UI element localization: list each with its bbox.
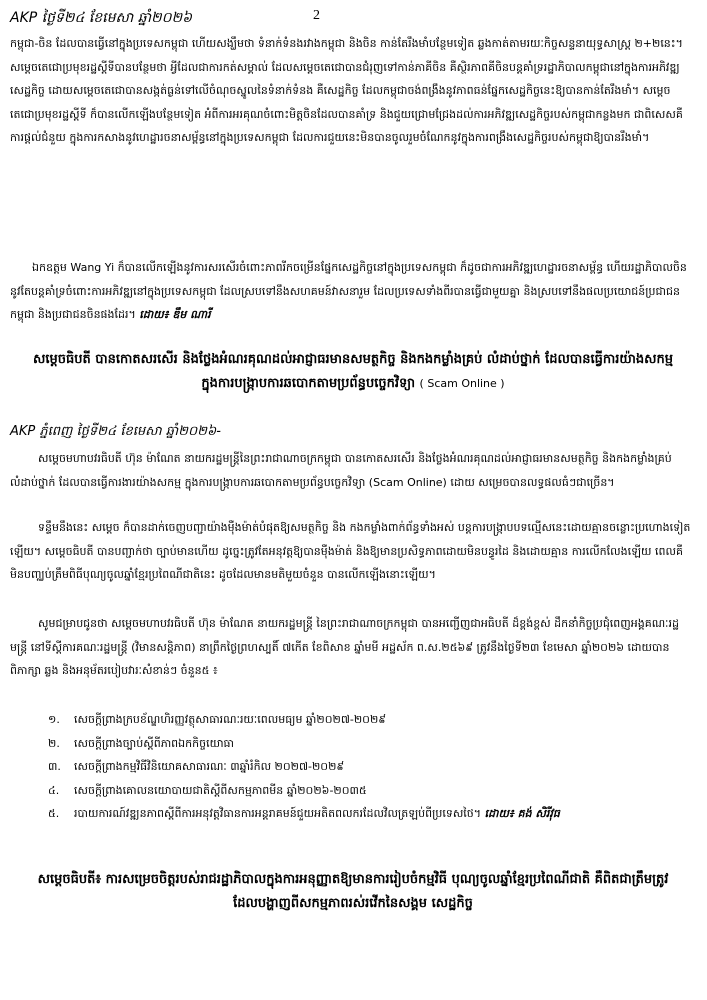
page-number: 2 (313, 8, 320, 23)
article3-title: សម្តេចធិបតី៖ ការសម្រេចចិត្តរបស់រាជរដ្ឋាភិបាលក្នុងការអនុញ្ញាតឱ្យមានការរៀបចំកម្មវិធី បុណ្យចូលឆ្នាំខ្មែរប្រពៃណីជាតិ គឺពិតជាត្រឹមត្រូវ ដែលបង្ហាញពីសកម្មភាពរស់រវើកនៃសង្គម សេដ្ឋកិច្ច (37, 872, 669, 911)
agenda-item-text: សេចក្តីព្រាងគោលនយោបាយជាតិស្តីពីសកម្មភាពមីន ឆ្នាំ២០២៦-២០៣៥ (74, 783, 367, 797)
header-dateline: AKP ថ្ងៃទី២៤ ខែមេសា ឆ្នាំ២០២៦ (10, 10, 193, 26)
article1-paragraph2-text: ឯកឧត្តម Wang Yi ក៏បានលើកឡើងនូវការសរសើរចំពោះភាពរីកចម្រើនផ្នែកសេដ្ឋកិច្ចនៅក្នុងប្រទេសកម្ពុជា ក៏ដូចជាការអភិវឌ្ឍហេដ្ឋារចនាសម្ព័ន្ធ ហើយរដ្ឋាភិបាលចិន នូវតែបន្តគាំទ្រចំពោះការអភិវឌ្ឍនៅក្នុងប្រទេសកម្ពុជា ដែលស្របទៅនឹងសហគមន៍វាសនារួម ដែលប្រទេសទាំងពីរបានធ្វើជាមួយគ្នា និងស្របទៅនឹងផលប្រយោជន៍ប្រជាជនកម្ពុជា និងប្រជាជនចិនផងដែរ។ (10, 261, 687, 322)
agenda-item-number: ២. (48, 736, 60, 750)
article2-dateline: AKP ភ្នំពេញ ថ្ងៃទី២៤ ខែមេសា ឆ្នាំ២០២៦- (10, 424, 221, 439)
article1-paragraph1: កម្ពុជា-ចិន ដែលបានធ្វើនៅក្នុងប្រទេសកម្ពុជា ហើយសង្ឃឹមថា ទំនាក់ទំនងរវាងកម្ពុជា និងចិន កាន់តែរឹងមាំបន្ថែមទៀត ឆ្លងកាត់តាមរយៈកិច្ចសន្ទនាយុទ្ធសាស្ត្រ ២+២នេះ។ សម្តេចតេជោប្រមុខរដ្ឋស្តីទីបានបន្ថែមថា អ្វីដែលជាការកត់សម្គាល់ ដែលសម្តេចតេជោបានជំរុញទៅកាន់ភាគីចិន គឺស្ថិរភាពគីចិនបន្តគាំទ្ររដ្ឋាភិបាលកម្ពុជានៅក្នុងការអភិវឌ្ឍសេដ្ឋកិច្ច ដោយសម្តេចតេជោបានសង្កត់ធ្ងន់ទៅលើចំណុចស្នូលនៃទំនាក់ទំនង គឺសេដ្ឋកិច្ច ដែលកម្ពុជាចង់ពង្រឹងនូវភាពធន់ផ្នែកសេដ្ឋកិច្ចនេះឱ្យបានកាន់តែរឹងមាំ។ សម្តេចតេជោប្រមុខរដ្ឋស្តីទី ក៏បានលើកឡើងបន្ថែមទៀត អំពីការអរគុណចំពោះមិត្តចិនដែលបានគាំទ្រ និងជួយជ្រោមជ្រែងដល់ការអភិវឌ្ឍសេដ្ឋកិច្ចរបស់កម្ពុជាកន្លងមក ជាពិសេសគឺការផ្តល់ជំនួយ ក្នុងការកសាងនូវហេដ្ឋារចនាសម្ព័ន្ធនៅក្នុងប្រទេសកម្ពុជា ដែលការជួយនេះមិនបានចូលរួមចំណែកនូវក្នុងការពង្រឹងសេដ្ឋកិច្ចរបស់កម្ពុជាឱ្យបានរឹងមាំ។ (10, 37, 683, 145)
agenda-item-text: សេចក្តីព្រាងក្របខ័ណ្ឌហិរញ្ញវត្ថុសាធារណៈរយៈពេលមធ្យម ឆ្នាំ២០២៧-២០២៩ (74, 713, 387, 726)
agenda-item-text: សេចក្តីព្រាងកម្មវិធីវិនិយោគសាធារណៈ ៣ឆ្នាំរំកិល ២០២៧-២០២៩ (74, 760, 345, 774)
article2-byline: ដោយ៖ គង់ សិរីវុធ (484, 807, 560, 821)
agenda-list (48, 708, 688, 849)
page-header (10, 8, 700, 34)
agenda-item-number: ១. (48, 713, 60, 726)
agenda-item (48, 708, 688, 732)
article2-paragraph3: សូមជម្រាបជូនថា សម្តេចមហាបវរធិបតី ហ៊ុន ម៉ាណែត នាយករដ្ឋមន្ត្រី នៃព្រះរាជាណាចក្រកម្ពុជា បានអញ្ជើញជាអធិបតី ដ៏ខ្ពង់ខ្ពស់ ដឹកនាំកិច្ចប្រជុំពេញអង្គគណៈរដ្ឋមន្ត្រី នៅទីស្តីការគណៈរដ្ឋមន្ត្រី (វិមានសន្តិភាព) នាព្រឹកថ្ងៃព្រហស្បតិ៍ ៧កើត ខែពិសាខ ឆ្នាំមមី អដ្ឋស័ក ព.ស.២៥៦៩ ត្រូវនឹងថ្ងៃទី២៣ ខែមេសា ឆ្នាំ២០២៦ ដោយបានពិភាក្សា ឆ្លង និងអនុម័តរបៀបវារៈសំខាន់ៗ ចំនួន៥ ៖ (10, 617, 679, 678)
agenda-item-number: ៤. (48, 783, 60, 797)
agenda-item-text: របាយការណ៍វឌ្ឍនភាពស្តីពីការអនុវត្តវិធានការអន្តរាគមន៍ជួយអតិតពលករដែលវិលត្រឡប់ពីប្រទេសថៃ។ (74, 807, 482, 821)
agenda-item (48, 732, 688, 756)
agenda-item (48, 755, 688, 779)
agenda-item-text: សេចក្តីព្រាងច្បាប់ស្តីពីភាពឯកកិច្ចយោធា (74, 736, 235, 750)
agenda-item-number: ៣. (48, 760, 61, 774)
agenda-item-number: ៥. (48, 807, 60, 821)
article2-title-text: សម្តេចធិបតី បានកោតសរសើរ និងថ្លែងអំណរគុណដល់អាជ្ញាធរមានសមត្ថកិច្ច និងកងកម្លាំងគ្រប់ លំដាប់ថ្នាក់ ដែលបានធ្វើការយ៉ាងសកម្ម ក្នុងការបង្ក្រាបការឆបោកតាមប្រព័ន្ធបច្ចេកវិទ្យា (32, 352, 673, 391)
agenda-item (48, 779, 688, 803)
article2-title-latin: ( Scam Online ) (419, 377, 505, 390)
article1-byline: ដោយ៖ ឌឹម ណារី (139, 308, 211, 322)
article2-paragraph1: សម្តេចមហាបវរធិបតី ហ៊ុន ម៉ាណែត នាយករដ្ឋមន្ត្រីនៃព្រះរាជាណាចក្រកម្ពុជា បានកោតសរសើរ និងថ្លែងអំណរគុណដល់អាជ្ញាធរមានសមត្ថកិច្ច និងកងកម្លាំងគ្រប់ លំដាប់ថ្នាក់ ដែលបានធ្វើការងារយ៉ាងសកម្ម ក្នុងការបង្ក្រាបការឆបោកតាមប្រព័ន្ធបច្ចេកវិទ្យា (Scam Online) ដោយ សម្រេចបានលទ្ធផលធំៗជាច្រើន។ (10, 452, 672, 489)
article2-title (30, 348, 676, 422)
agenda-item (48, 802, 688, 849)
article2-paragraph2: ទន្ទឹមនឹងនេះ សម្តេច ក៏បានដាក់ចេញបញ្ជាយ៉ាងម៉ឺងម៉ាត់បំផុតឱ្យសមត្ថកិច្ច និង កងកម្លាំងពាក់ព័ន្ធទាំងអស់ បន្តការបង្ក្រាបបទល្មើសនេះដោយគ្មានចន្លោះប្រហោងទៀតឡើយ។ សម្តេចធិបតី បានបញ្ជាក់ថា ច្បាប់មានហើយ ដូច្នេះត្រូវតែអនុវត្តឱ្យបានម៉ឺងម៉ាត់ និងឱ្យមានប្រសិទ្ធភាពដោយមិនបន្ធូរដៃ និងដោយគ្មាន ការលើកលែងឡើយ ពេលគឺមិនបញ្ឈប់ត្រឹមពិធីបុណ្យចូលឆ្នាំខ្មែរប្រពៃណីជាតិនេះ ដូចដែលមានមតិមួយចំនួន បានលើកឡើងនោះឡើយ។ (10, 521, 691, 582)
